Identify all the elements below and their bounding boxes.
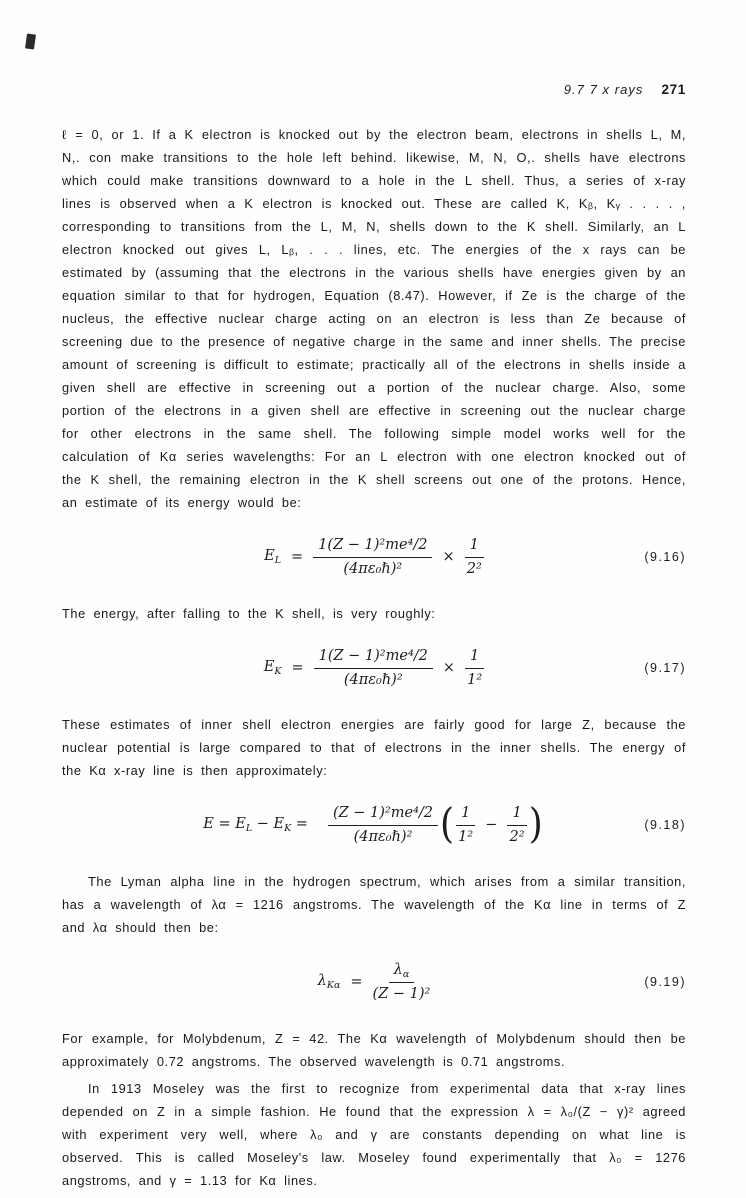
page-header: [62, 82, 686, 97]
lhs-subscript: K: [274, 666, 282, 677]
equation-body: [318, 961, 431, 1004]
equation-lhs: [318, 973, 341, 991]
lhs-subscript: L: [274, 555, 282, 566]
fraction-denominator: (4πε₀ℏ)²: [353, 828, 413, 845]
fraction-denominator: 2²: [466, 560, 482, 577]
lhs-symbol: E: [264, 548, 275, 564]
equation-number: (9.18): [644, 818, 686, 832]
lhs-part: =: [291, 816, 308, 832]
fraction-main: [314, 647, 433, 688]
fraction-denominator: (4πε₀ℏ)²: [343, 560, 403, 577]
lhs-subscript: K: [284, 823, 292, 834]
fraction-numerator: 1(Z − 1)²me⁴/2: [314, 647, 433, 668]
fraction-term-2: [507, 804, 526, 845]
scan-artifact-mark: [25, 33, 36, 49]
numerator-symbol: λ: [393, 961, 403, 978]
fraction-numerator: 1: [465, 536, 484, 557]
equation-number: (9.19): [644, 975, 686, 989]
lhs-subscript: Kα: [326, 980, 341, 991]
equation-lhs: [203, 816, 308, 834]
equation-number: (9.16): [644, 550, 686, 564]
paragraph-moseley-law: In 1913 Moseley was the first to recognize from experimental data that x-ray lines depended on Z in a simple fashion. He found that the expression λ = λ₀/(Z − γ)² agreed with experiment very well, where λ₀ and γ are constants depending on what line is observed. This is called Moseley's law. Moseley found experimentally that λ₀ = 1276 angstroms, and γ = 1.13 for Kα lines.: [62, 1081, 686, 1188]
fraction-term-1: [456, 804, 475, 845]
times-sign: ×: [442, 549, 455, 565]
paragraph-energy-after-falling: The energy, after falling to the K shell, is very roughly:: [62, 606, 436, 621]
equation-number: (9.17): [644, 661, 686, 675]
fraction-numerator: 1: [507, 804, 526, 825]
page-number: 271: [661, 82, 686, 97]
lhs-part: E = E: [203, 816, 246, 832]
equation-9-18: [62, 796, 686, 854]
equals-sign: =: [350, 974, 363, 990]
equation-body: [264, 536, 484, 577]
paragraph-inner-shell-estimates: These estimates of inner shell electron energies are fairly good for large Z, because the nuclear potential is large compared to that of electrons in the inner shells. The energy of the Kα x-ray line is then approximately:: [62, 717, 686, 778]
equation-body: $E = E_L - E_K$ = $\frac{\text{(Z − 1)²me⁴/2}}{\text{(4πε₀ℏ)²}}$ ( $\frac{1}{\text{1²}}$ − $\frac{1}{\text{2²}}$ ): [203, 800, 543, 848]
equation-body: [264, 647, 485, 688]
fraction-denominator: 1²: [467, 671, 483, 688]
lhs-part: − E: [252, 816, 285, 832]
paragraph-xray-lines: ℓ = 0, or 1. If a K electron is knocked out by the electron beam, electrons in shells L, M, N,. con make transitions to the hole left behind. likewise, M, N, O,. shells have electrons which could make transitions downward to a hole in the L shell. Thus, a series of x-ray lines is observed when a K electron is knocked out. These are called K, Kᵦ, Kᵧ . . . . , corresponding to transitions from the L, M, N, shells down to the K shell. Similarly, an L electron knocked out gives L, Lᵦ, . . . lines, etc. The energies of the x rays can be estimated by (assuming that the electrons in the various shells have energies given by an equation similar to that for hydrogen, Equation (8.47). However, if Ze is the charge of the nucleus, the effective nuclear charge acting on an electron is less than Ze because of screening due to the presence of negative charge in the same and inner shells. The precise amount of screening is difficult to estimate; practically all of the electrons in shells inside a given shell are effective in screening out a portion of the nuclear charge. Also, some portion of the electrons in a given shell are effective in screening out the nuclear charge for other electrons in the same shell. The following simple model works well for the calculation of Kα series wavelengths: For an L electron with one electron knocked out of the K shell, the remaining electron in the K shell screens out one of the protons. Hence, an estimate of its energy would be:: [62, 127, 686, 510]
fraction-main: [313, 536, 432, 577]
equals-sign: =: [291, 660, 304, 676]
fraction-numerator: 1: [465, 647, 484, 668]
equation-lhs: [264, 548, 281, 566]
fraction-numerator: 1: [456, 804, 475, 825]
lhs-symbol: E: [263, 659, 275, 675]
equation-lhs: [264, 659, 282, 677]
equation-9-16: [62, 528, 686, 586]
fraction-numerator: (Z − 1)²me⁴/2: [328, 804, 438, 825]
numerator-subscript: α: [402, 968, 410, 980]
lhs-subscript: L: [245, 823, 253, 834]
fraction-numerator: 1(Z − 1)²me⁴/2: [313, 536, 432, 557]
equals-sign: =: [291, 549, 304, 565]
fraction-main: [373, 961, 431, 1004]
fraction-main: [328, 804, 438, 845]
equation-9-19: [62, 953, 686, 1011]
fraction-denominator: 2²: [509, 828, 525, 845]
fraction-factor: [465, 647, 484, 688]
fraction-denominator: (4πε₀ℏ)²: [343, 671, 403, 688]
running-header-section: 9.7 7 x rays: [563, 82, 644, 97]
equation-9-17: [62, 639, 686, 697]
minus-sign: −: [485, 817, 498, 833]
lhs-symbol: λ: [317, 973, 327, 989]
paragraph-molybdenum-example: For example, for Molybdenum, Z = 42. The Kα wavelength of Molybdenum should then be approximately 0.72 angstroms. The observed wavelength is 0.71 angstroms.: [62, 1031, 686, 1069]
fraction-factor: [465, 536, 484, 577]
times-sign: ×: [442, 660, 456, 676]
fraction-numerator: [389, 961, 415, 984]
paragraph-lyman-alpha: The Lyman alpha line in the hydrogen spectrum, which arises from a similar transition, has a wavelength of λα = 1216 angstroms. The wavelength of the Kα line in terms of Z and λα should then be:: [62, 874, 686, 935]
fraction-denominator: 1²: [458, 828, 474, 845]
fraction-denominator: (Z − 1)²: [372, 986, 431, 1003]
